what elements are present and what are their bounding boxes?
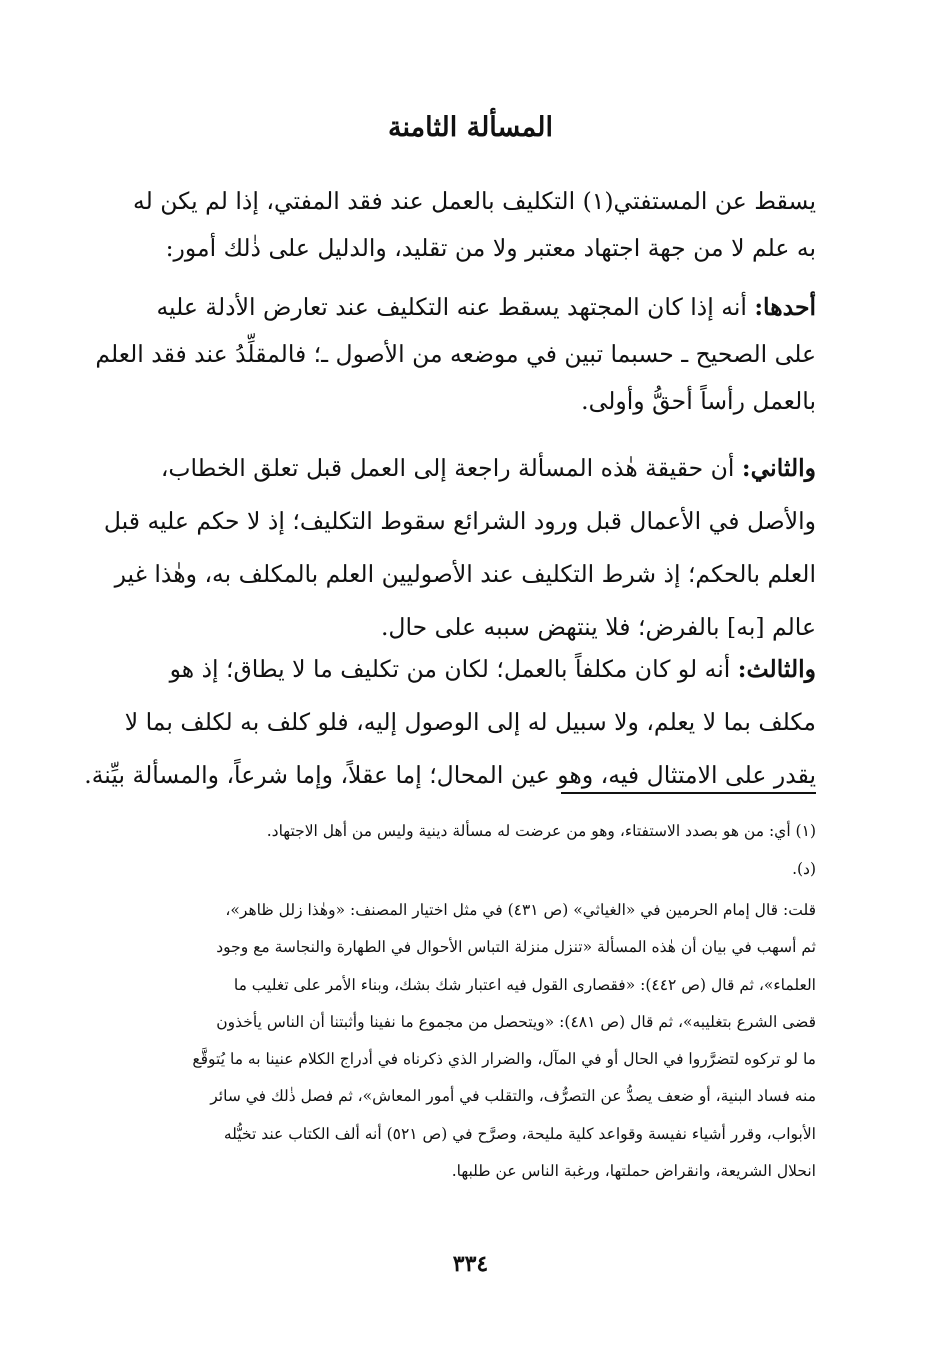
point-lead: أحدها: (754, 293, 816, 321)
point-lead: والثاني: (741, 454, 816, 482)
point-lead: والثالث: (737, 655, 816, 683)
point-first-paragraph (92, 284, 816, 425)
text-fragment: أن حقيقة هٰذه المسألة راجعة إلى العمل قبل تعلق الخطاب، (160, 454, 742, 482)
text-line: به علم لا من جهة اجتهاد معتبر ولا من تقليد، والدليل على ذٰلك أمور: (165, 234, 816, 262)
text-line: يقدر على الامتثال فيه، وهو عين المحال؛ إما عقلاً، وإما شرعاً، والمسألة بيِّنة. (84, 761, 816, 789)
text-line: على الصحيح ـ حسبما تبين في موضعه من الأصول ـ؛ فالمقلِّدُ عند فقد العلم (95, 340, 816, 368)
footnote-one (92, 812, 816, 888)
point-third-paragraph (84, 643, 816, 802)
footnote-line: ثم أسهب في بيان أن هٰذه المسألة «تنزل منزلة التباس الأحوال في الطهارة والنجاسة مع وجود (216, 938, 816, 957)
footnote-line: (د). (792, 860, 816, 878)
footnote-editor-note (92, 892, 816, 1190)
footnote-line: (١) أي: من هو بصدد الاستفتاء، وهو من عرضت له مسألة دينية وليس من أهل الاجتهاد. (266, 822, 816, 840)
text-line (92, 643, 816, 696)
text-line: عالم [به] بالفرض؛ فلا ينتهض سببه على حال. (380, 613, 816, 641)
page-title: المسألة الثامنة (388, 112, 553, 143)
footnote-line: العلماء»، ثم قال (ص ٤٤٢): «فقصارى القول فيه اعتبار شك بشك، وبناء الأمر على تغليب ما (233, 975, 816, 994)
text-line: العلم بالحكم؛ إذ شرط التكليف عند الأصوليين العلم بالمكلف به، وهٰذا غير (114, 560, 816, 588)
text-line (92, 284, 816, 331)
footnote-line: انحلال الشريعة، وانقراض حملتها، ورغبة الناس عن طلبها. (451, 1162, 816, 1181)
footnote-line: قلت: قال إمام الحرمين في «الغياثي» (ص ٤٣١) في مثل اختيار المصنف: «وهٰذا زلل ظاهر»، (225, 901, 816, 919)
footnote-divider (561, 792, 816, 794)
text-line: مكلف بما لا يعلم، ولا سبيل له إلى الوصول إليه، فلو كلف به لكلف بما لا (124, 708, 816, 736)
intro-paragraph (92, 178, 816, 272)
text-fragment: يسقط عن المستفتي(١) التكليف بالعمل عند فقد المفتي، إذا لم يكن له (132, 187, 816, 215)
text-line: والأصل في الأعمال قبل ورود الشرائع سقوط التكليف؛ إذ لا حكم عليه قبل (103, 507, 816, 535)
footnote-line: الأبواب، وقرر أشياء نفيسة وقواعد كلية مليحة، وصرَّح في (ص ٥٢١) أنه ألف الكتاب عند تخيُّله (223, 1124, 816, 1143)
footnote-line: ما لو تركوه لتضرَّروا في الحال أو في المآل، والضرار الذي ذكرناه في أدراج الكلام عنينا به ما يُتوقَّع (192, 1050, 816, 1069)
text-line (92, 178, 816, 225)
page-number: ٣٣٤ (452, 1251, 489, 1277)
text-line: بالعمل رأساً أحقُّ وأولى. (581, 387, 816, 415)
footnote-line: قضى الشرع بتغليبه»، ثم قال (ص ٤٨١): «ويتحصل من مجموع ما نفينا وأثبتنا أن الناس يأخذون (216, 1012, 816, 1031)
text-fragment: أنه لو كان مكلفاً بالعمل؛ لكان من تكليف ما لا يطاق؛ إذ هو (169, 655, 738, 683)
text-line (92, 442, 816, 495)
point-second-paragraph (92, 442, 816, 654)
text-fragment: أنه إذا كان المجتهد يسقط عنه التكليف عند تعارض الأدلة عليه (156, 293, 755, 321)
footnote-line: منه فساد البنية، أو ضعف يصدُّ عن التصرُّف، والتقلب في أمور المعاش»، ثم فصل ذٰلك في سائر (210, 1087, 816, 1106)
